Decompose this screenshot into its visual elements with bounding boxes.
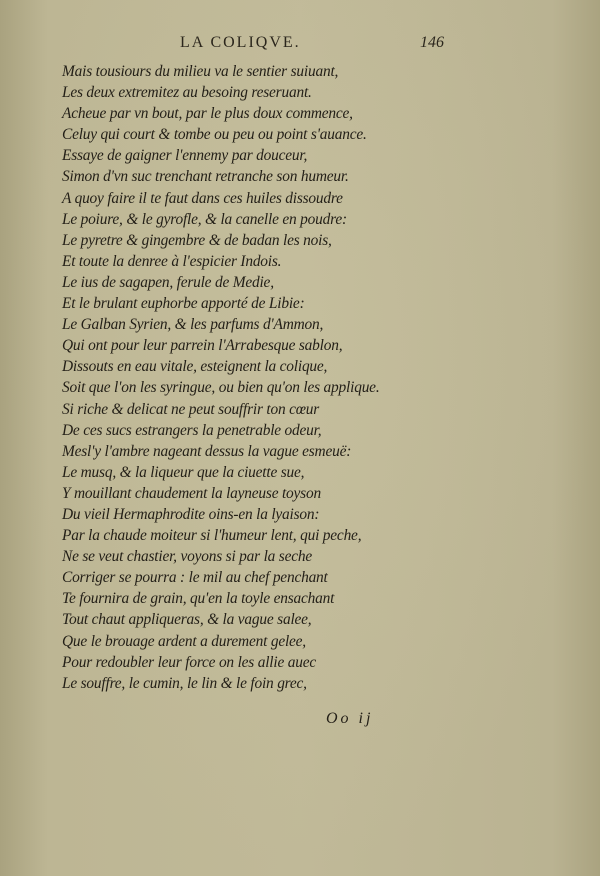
poem-line: Ne se veut chastier, voyons si par la seche [62, 548, 312, 566]
poem-line: Mais tousiours du milieu va le sentier suiuant, [62, 63, 339, 80]
poem-line: Dissouts en eau vitale, esteignent la colique, [62, 358, 328, 376]
poem-line: Te fournira de grain, qu'en la toyle ensachant [62, 590, 335, 608]
poem-line: Pour redoubler leur force on les allie auec [62, 653, 316, 671]
poem-line: Et toute la denree à l'espicier Indois. [62, 252, 282, 270]
poem-line: Et le brulant euphorbe apporté de Libie: [62, 295, 305, 313]
poem-line: Que le brouage ardent a durement gelee, [62, 632, 306, 650]
poem-line: Si riche & delicat ne peut souffrir ton cœur [62, 400, 320, 418]
poem-line: Simon d'vn suc trenchant retranche son humeur. [62, 168, 349, 186]
poem-line: Le ius de sagapen, ferule de Medie, [62, 273, 274, 291]
poem-line: Essaye de gaigner l'ennemy par douceur, [62, 147, 308, 165]
poem-line: Du vieil Hermaphrodite oins-en la lyaison: [62, 505, 320, 523]
poem-line: Mesl'y l'ambre nageant dessus la vague esmeuë: [62, 442, 352, 460]
poem-line: Qui ont pour leur parrein l'Arrabesque sablon, [62, 337, 343, 355]
poem-line: Les deux extremitez au besoing reseruant. [62, 84, 312, 102]
poem-line: Le Galban Syrien, & les parfums d'Ammon, [62, 316, 324, 334]
poem-line: Celuy qui court & tombe ou peu ou point s'auance. [62, 126, 367, 144]
poem-line: Y mouillant chaudement la layneuse toyson [62, 484, 321, 502]
page-number: 146 [420, 34, 444, 51]
poem-line: Le pyretre & gingembre & de badan les nois, [62, 231, 332, 249]
poem-line: Le poiure, & le gyrofle, & la canelle en poudre: [62, 210, 347, 228]
poem-line: Soit que l'on les syringue, ou bien qu'on les applique. [62, 379, 380, 397]
poem-line: Le musq, & la liqueur que la ciuette sue, [62, 463, 305, 481]
poem-line: Tout chaut appliqueras, & la vague salee, [62, 611, 312, 629]
poem-line: Corriger se pourra : le mil au chef penchant [62, 569, 328, 587]
running-title: LA COLIQVE. [180, 34, 301, 51]
poem-line: De ces sucs estrangers la penetrable odeur, [62, 421, 322, 439]
poem-line: A quoy faire il te faut dans ces huiles dissoudre [62, 189, 343, 207]
poem-line: Par la chaude moiteur si l'humeur lent, qui peche, [62, 527, 362, 545]
poem-text [62, 61, 562, 694]
poem-line: Acheue par vn bout, par le plus doux commence, [62, 105, 353, 123]
signature-mark: Oo ij [326, 710, 374, 727]
poem-line: Le souffre, le cumin, le lin & le foin grec, [62, 674, 307, 692]
